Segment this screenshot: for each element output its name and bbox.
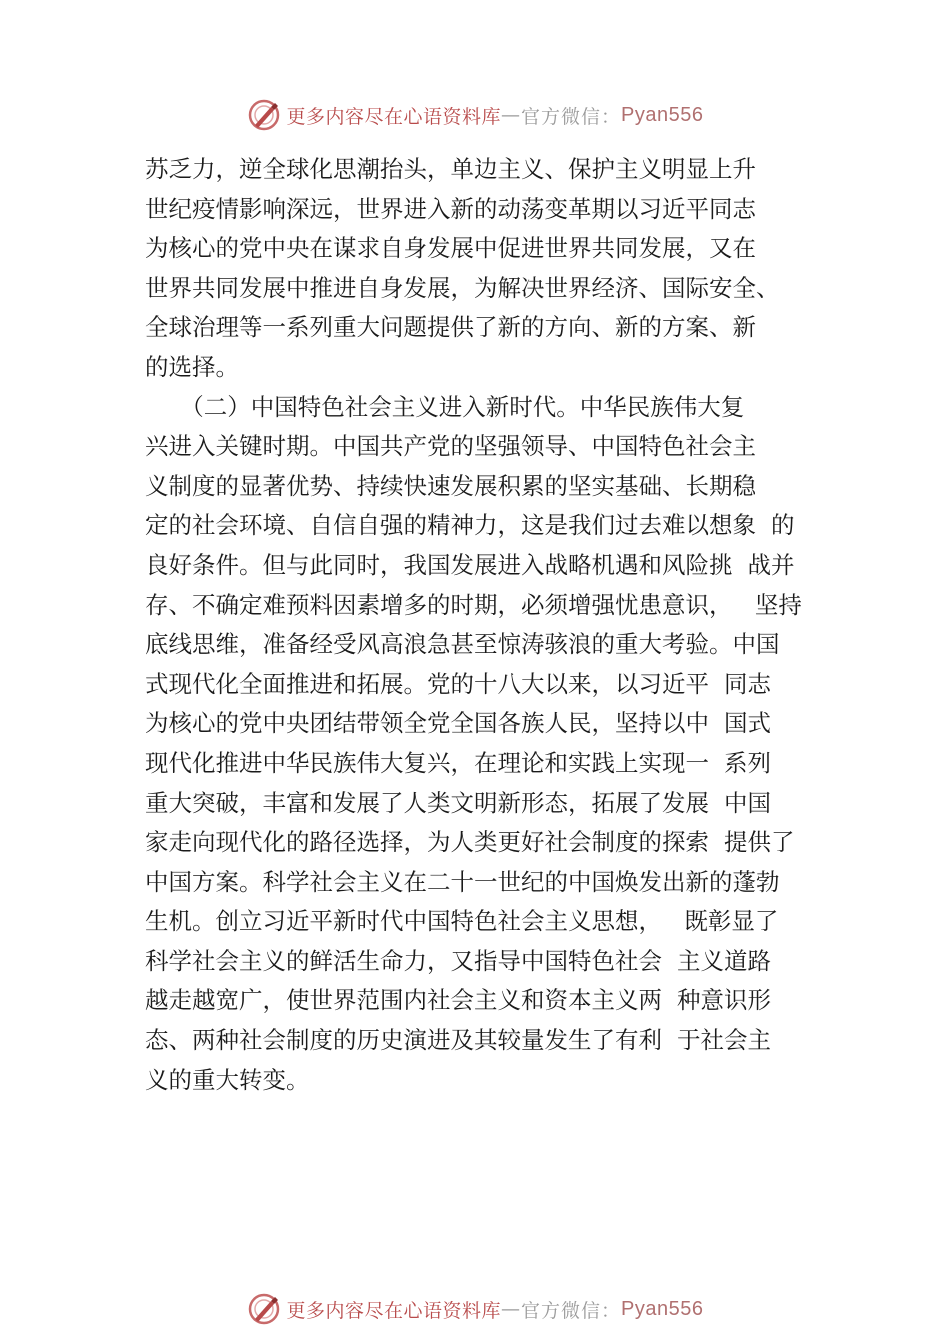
- text-line: 苏乏力，逆全球化思潮抬头，单边主义、保护主义明显上升: [145, 155, 756, 183]
- text-line: 底线思维，准备经受风高浪急甚至惊涛骇浪的重大考验。中国: [145, 630, 780, 659]
- text-line: 为核心的党中央团结带领全党全国各族人民，坚持以中 国式: [145, 709, 771, 738]
- watermark-site-text: 更多内容尽在心语资料库: [286, 105, 502, 128]
- watermark-separator: —: [501, 1298, 522, 1320]
- pen-logo-icon: [247, 98, 281, 132]
- section-heading-line: （二）中国特色社会主义进入新时代。中华民族伟大复: [145, 392, 745, 421]
- text-line: 义的重大转变。: [145, 1065, 310, 1094]
- text-line: 良好条件。但与此同时，我国发展进入战略机遇和风险挑 战并: [145, 550, 795, 579]
- text-line: 的选择。: [145, 352, 239, 381]
- watermark-separator: —: [501, 104, 522, 126]
- text-line: 义制度的显著优势、持续快速发展积累的坚实基础、长期稳: [145, 471, 756, 500]
- text-line: 态、两种社会制度的历史演进及其较量发生了有利 于社会主: [145, 1026, 771, 1055]
- pen-logo-icon: [247, 1292, 281, 1326]
- text-line: 存、不确定难预料因素增多的时期，必须增强忧患意识， 坚持: [145, 590, 802, 619]
- text-line: 全球治理等一系列重大问题提供了新的方向、新的方案、新: [145, 313, 756, 342]
- watermark-wechat-id: Pyan556: [621, 1297, 704, 1320]
- watermark-wechat-id: Pyan556: [621, 103, 704, 126]
- text-line: 越走越宽广，使世界范围内社会主义和资本主义两 种意识形: [145, 986, 771, 1015]
- text-line: 生机。创立习近平新时代中国特色社会主义思想， 既彰显了: [145, 907, 779, 936]
- text-line: 世纪疫情影响深远，世界进入新的动荡变革期以习近平同志: [145, 194, 756, 223]
- footer-watermark: [0, 1289, 950, 1329]
- watermark-wechat-label: 官方微信：: [521, 1299, 622, 1322]
- text-line: 兴进入关键时期。中国共产党的坚强领导、中国特色社会主: [145, 432, 756, 461]
- text-line: 世界共同发展中推进自身发展，为解决世界经济、国际安全、: [145, 273, 780, 302]
- document-body: [145, 150, 835, 1100]
- text-line: 为核心的党中央在谋求自身发展中促进世界共同发展，又在: [145, 234, 756, 263]
- watermark-site-text: 更多内容尽在心语资料库: [286, 1299, 502, 1322]
- text-line: 式现代化全面推进和拓展。党的十八大以来，以习近平 同志: [145, 669, 771, 698]
- text-line: 科学社会主义的鲜活生命力，又指导中国特色社会 主义道路: [145, 946, 771, 975]
- text-line: 中国方案。科学社会主义在二十一世纪的中国焕发出新的蓬勃: [145, 867, 780, 896]
- header-watermark: [0, 95, 950, 135]
- watermark-wechat-label: 官方微信：: [521, 105, 622, 128]
- text-line: 现代化推进中华民族伟大复兴，在理论和实践上实现一 系列: [145, 748, 771, 777]
- text-line: 定的社会环境、自信自强的精神力，这是我们过去难以想象 的: [145, 511, 795, 540]
- text-line: 重大突破，丰富和发展了人类文明新形态，拓展了发展 中国: [145, 788, 771, 817]
- text-line: 家走向现代化的路径选择，为人类更好社会制度的探索 提供了: [145, 828, 795, 857]
